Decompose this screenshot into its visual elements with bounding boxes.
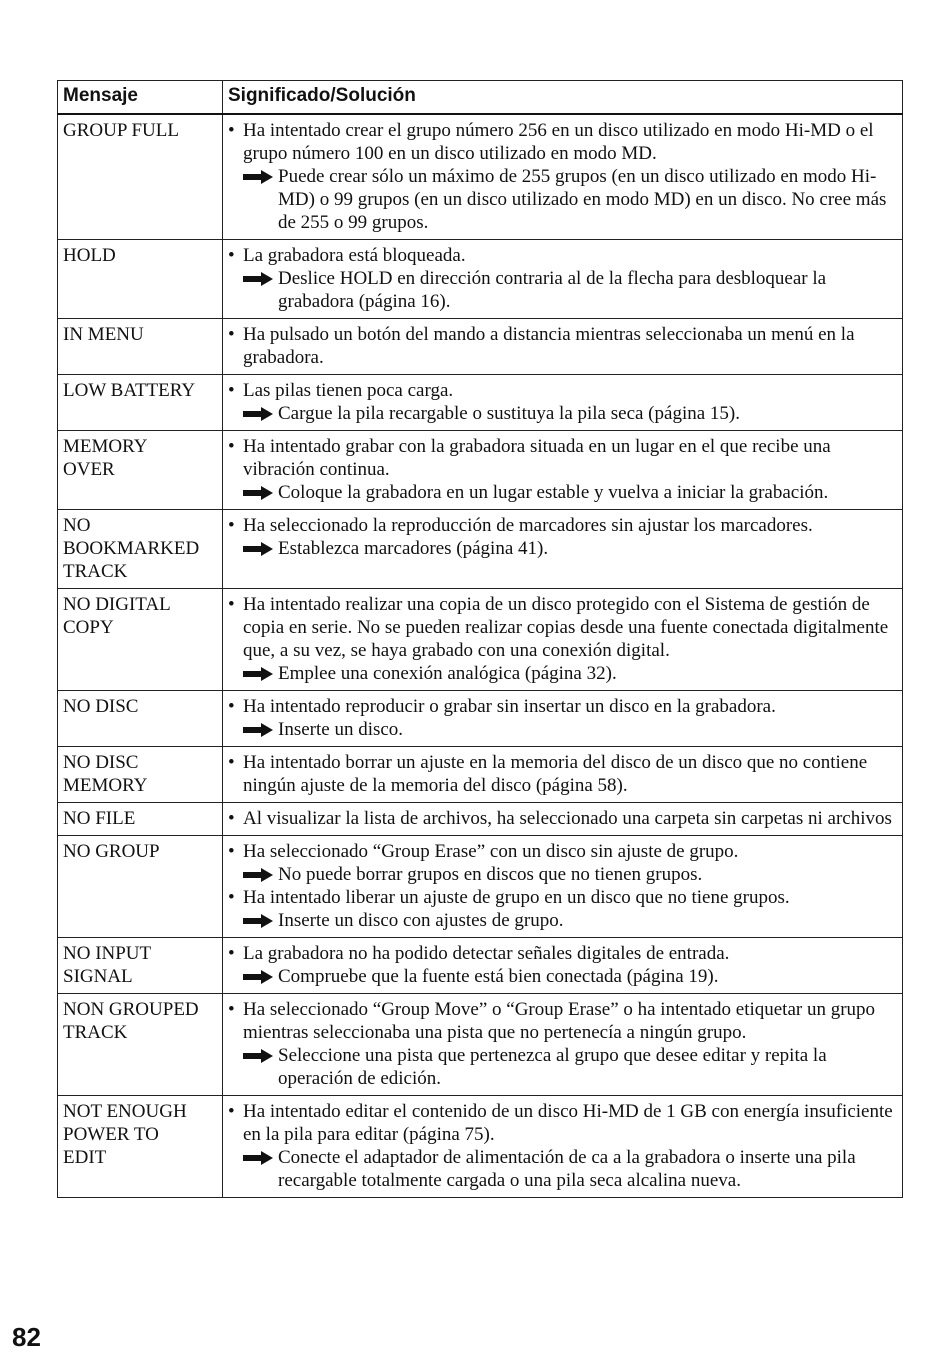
solution-text: Cargue la pila recargable o sustituya la pila seca (página 15).	[278, 403, 740, 424]
cause-bullet	[228, 435, 898, 481]
arrow-right-icon	[243, 914, 273, 928]
table-row	[58, 803, 903, 836]
cause-text: Ha intentado crear el grupo número 256 en un disco utilizado en modo Hi-MD o el grupo número 100 en un disco utilizado en modo MD.	[243, 120, 874, 164]
meaning-cell	[223, 803, 903, 836]
meaning-cell	[223, 510, 903, 589]
solution-step	[228, 267, 898, 313]
solution-step	[228, 662, 898, 685]
cause-text: Ha intentado liberar un ajuste de grupo en un disco que no tiene grupos.	[243, 887, 790, 908]
message-cell: NON GROUPED TRACK	[58, 994, 223, 1096]
table-row	[58, 589, 903, 691]
arrow-right-icon	[243, 542, 273, 556]
solution-step	[228, 965, 898, 988]
solution-text: Deslice HOLD en dirección contraria al de la flecha para desbloquear la grabadora (página 16).	[278, 268, 827, 312]
arrow-right-icon	[243, 1049, 273, 1063]
message-cell: NO INPUT SIGNAL	[58, 938, 223, 994]
arrow-right-icon	[243, 1151, 273, 1165]
solution-text: Conecte el adaptador de alimentación de ca a la grabadora o inserte una pila recargable totalmente cargada o una pila seca alcalina nueva.	[278, 1147, 856, 1191]
solution-step	[228, 718, 898, 741]
solution-text: Coloque la grabadora en un lugar estable y vuelva a iniciar la grabación.	[278, 482, 829, 503]
meaning-cell	[223, 747, 903, 803]
message-cell: NOT ENOUGH POWER TO EDIT	[58, 1096, 223, 1198]
solution-step	[228, 481, 898, 504]
cause-text: Las pilas tienen poca carga.	[243, 380, 454, 401]
arrow-right-icon	[243, 272, 273, 286]
table-row	[58, 375, 903, 431]
arrow-right-icon	[243, 723, 273, 737]
meaning-cell	[223, 589, 903, 691]
message-cell: GROUP FULL	[58, 114, 223, 240]
message-cell: NO DIGITAL COPY	[58, 589, 223, 691]
cause-bullet	[228, 323, 898, 369]
table-row	[58, 938, 903, 994]
table-row	[58, 114, 903, 240]
solution-text: No puede borrar grupos en discos que no tienen grupos.	[278, 864, 703, 885]
message-cell: IN MENU	[58, 319, 223, 375]
table-row	[58, 836, 903, 938]
table-row	[58, 747, 903, 803]
meaning-cell	[223, 114, 903, 240]
cause-bullet	[228, 886, 898, 909]
cause-bullet	[228, 1100, 898, 1146]
cause-bullet	[228, 514, 898, 537]
cause-bullet	[228, 695, 898, 718]
table-row	[58, 431, 903, 510]
solution-step	[228, 1044, 898, 1090]
meaning-cell	[223, 691, 903, 747]
cause-text: Ha intentado realizar una copia de un disco protegido con el Sistema de gestión de copia en serie. No se pueden realizar copias desde una fuente conectada digitalmente que, a su vez, se haya grabado con una conexión digital.	[243, 594, 889, 661]
cause-bullet	[228, 942, 898, 965]
arrow-right-icon	[243, 970, 273, 984]
solution-text: Emplee una conexión analógica (página 32).	[278, 663, 617, 684]
arrow-right-icon	[243, 407, 273, 421]
error-message-table	[57, 80, 903, 1198]
cause-text: Ha seleccionado la reproducción de marcadores sin ajustar los marcadores.	[243, 515, 813, 536]
cause-bullet	[228, 244, 898, 267]
table-row	[58, 240, 903, 319]
table-header-row	[58, 81, 903, 115]
message-cell: NO BOOKMARKED TRACK	[58, 510, 223, 589]
cause-bullet	[228, 379, 898, 402]
cause-bullet	[228, 119, 898, 165]
solution-text: Seleccione una pista que pertenezca al grupo que desee editar y repita la operación de edición.	[278, 1045, 827, 1089]
meaning-cell	[223, 375, 903, 431]
cause-text: La grabadora está bloqueada.	[243, 245, 466, 266]
cause-text: Ha intentado reproducir o grabar sin insertar un disco en la grabadora.	[243, 696, 776, 717]
cause-bullet	[228, 807, 898, 830]
header-meaning-solution: Significado/Solución	[223, 81, 903, 115]
solution-text: Puede crear sólo un máximo de 255 grupos (en un disco utilizado en modo Hi-MD) o 99 grupos (en un disco utilizado en modo MD) en un disco. No cree más de 255 o 99 grupos.	[278, 166, 887, 233]
table-row	[58, 691, 903, 747]
message-cell: NO GROUP	[58, 836, 223, 938]
cause-text: Ha intentado borrar un ajuste en la memoria del disco de un disco que no contiene ningún ajuste de la memoria del disco (página 58).	[243, 752, 868, 796]
message-cell: NO DISC	[58, 691, 223, 747]
message-cell: HOLD	[58, 240, 223, 319]
solution-step	[228, 402, 898, 425]
table-row	[58, 510, 903, 589]
meaning-cell	[223, 994, 903, 1096]
arrow-right-icon	[243, 486, 273, 500]
cause-text: Ha pulsado un botón del mando a distancia mientras seleccionaba un menú en la grabadora.	[243, 324, 855, 368]
table-row	[58, 994, 903, 1096]
cause-text: Ha intentado grabar con la grabadora situada en un lugar en el que recibe una vibración continua.	[243, 436, 831, 480]
solution-text: Compruebe que la fuente está bien conectada (página 19).	[278, 966, 719, 987]
table-row	[58, 319, 903, 375]
header-message: Mensaje	[58, 81, 223, 115]
solution-step	[228, 909, 898, 932]
meaning-cell	[223, 240, 903, 319]
cause-bullet	[228, 998, 898, 1044]
arrow-right-icon	[243, 868, 273, 882]
arrow-right-icon	[243, 170, 273, 184]
cause-text: Ha seleccionado “Group Erase” con un disco sin ajuste de grupo.	[243, 841, 739, 862]
meaning-cell	[223, 938, 903, 994]
cause-text: Al visualizar la lista de archivos, ha seleccionado una carpeta sin carpetas ni archivos	[243, 808, 892, 829]
cause-bullet	[228, 840, 898, 863]
page-number: 82	[12, 1322, 41, 1352]
solution-step	[228, 165, 898, 234]
message-cell: NO DISC MEMORY	[58, 747, 223, 803]
cause-text: Ha seleccionado “Group Move” o “Group Erase” o ha intentado etiquetar un grupo mientras seleccionaba una pista que no pertenecía a ningún grupo.	[243, 999, 876, 1043]
solution-step	[228, 537, 898, 560]
cause-text: La grabadora no ha podido detectar señales digitales de entrada.	[243, 943, 730, 964]
arrow-right-icon	[243, 667, 273, 681]
meaning-cell	[223, 1096, 903, 1198]
message-cell: MEMORY OVER	[58, 431, 223, 510]
solution-text: Inserte un disco.	[278, 719, 404, 740]
message-cell: NO FILE	[58, 803, 223, 836]
message-cell: LOW BATTERY	[58, 375, 223, 431]
solution-text: Inserte un disco con ajustes de grupo.	[278, 910, 564, 931]
meaning-cell	[223, 319, 903, 375]
solution-text: Establezca marcadores (página 41).	[278, 538, 549, 559]
table-body	[58, 114, 903, 1198]
meaning-cell	[223, 431, 903, 510]
cause-text: Ha intentado editar el contenido de un disco Hi-MD de 1 GB con energía insuficiente en la pila para editar (página 75).	[243, 1101, 893, 1145]
cause-bullet	[228, 593, 898, 662]
solution-step	[228, 863, 898, 886]
solution-step	[228, 1146, 898, 1192]
cause-bullet	[228, 751, 898, 797]
meaning-cell	[223, 836, 903, 938]
table-row	[58, 1096, 903, 1198]
